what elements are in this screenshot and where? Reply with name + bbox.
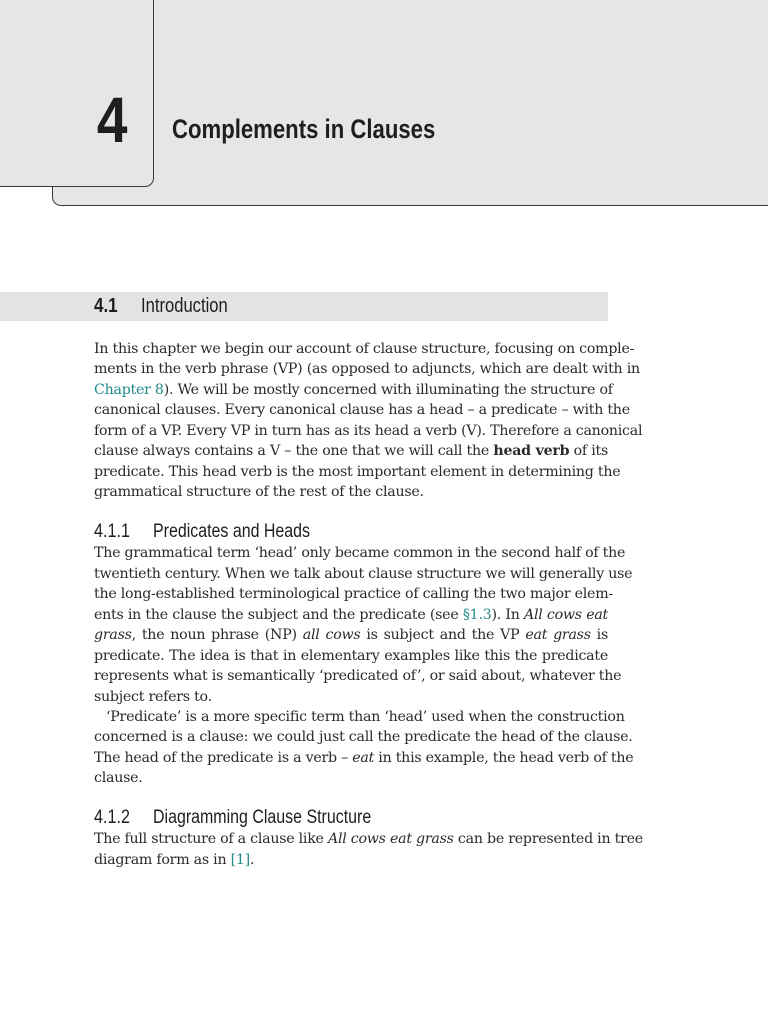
text-line (94, 380, 613, 401)
text-line: subject refers to. (94, 689, 212, 705)
text-span: diagram form as in (94, 852, 231, 868)
subsection-number: 4.1.1 (94, 521, 130, 542)
example-text: grass (94, 627, 132, 643)
example-1-link[interactable]: [1] (230, 852, 250, 868)
text-span: ents in the clause the subject and the predicate (see (94, 607, 463, 623)
section-heading-band (0, 292, 608, 321)
text-line: predicate. This head verb is the most important element in determining the (94, 464, 621, 480)
text-line: The grammatical term ‘head’ only became common in the second half of the (94, 545, 626, 561)
text-line (94, 748, 634, 769)
text-span: ). We will be mostly concerned with illuminating the structure of (163, 382, 613, 398)
example-text: eat (352, 750, 375, 766)
example-text: eat grass (525, 627, 591, 643)
chapter-header-band (52, 0, 768, 206)
chapter-number: 4 (96, 84, 127, 156)
text-line: twentieth century. When we talk about clause structure we will generally use (94, 566, 633, 582)
text-line: grammatical structure of the rest of the clause. (94, 484, 424, 500)
text-line: predicate. The idea is that in elementary examples like this the predicate (94, 648, 608, 664)
text-span: clause always contains a V – the one that we will call the (94, 443, 494, 459)
text-span: of its (569, 443, 608, 459)
text-line: represents what is semantically ‘predicated of’, or said about, whatever the (94, 668, 622, 684)
term-head-verb: head verb (493, 443, 570, 459)
text-line (94, 829, 643, 850)
subsection-number: 4.1.2 (94, 807, 130, 828)
text-line: ‘Predicate’ is a more specific term than ‘head’ used when the construction (106, 709, 625, 725)
section-title: Introduction (141, 295, 228, 317)
text-line: ments in the verb phrase (VP) (as opposed to adjuncts, which are dealt with in (94, 361, 640, 377)
text-line (94, 625, 608, 646)
example-text: all cows (302, 627, 361, 643)
text-span: ). In (491, 607, 524, 623)
section-1-3-link[interactable]: §1.3 (462, 607, 492, 623)
example-text: All cows eat (524, 607, 609, 623)
text-line: the long-established terminological practice of calling the two major elem- (94, 586, 613, 602)
section-number: 4.1 (94, 295, 118, 317)
subsection-title: Diagramming Clause Structure (153, 807, 372, 828)
text-line: concerned is a clause: we could just call the predicate the head of the clause. (94, 729, 633, 745)
text-line: In this chapter we begin our account of clause structure, focusing on comple- (94, 341, 635, 357)
chapter-title: Complements in Clauses (172, 114, 436, 144)
text-span: The full structure of a clause like (94, 831, 328, 847)
text-line: form of a VP. Every VP in turn has as its head a verb (V). Therefore a canonical (94, 423, 643, 439)
text-span: The head of the predicate is a verb – (94, 750, 353, 766)
subsection-title: Predicates and Heads (153, 521, 311, 542)
text-span: . (249, 852, 255, 868)
text-span: is subject and the VP (360, 627, 526, 643)
text-span: in this example, the head verb of the (374, 750, 634, 766)
text-span: , the noun phrase (NP) (131, 627, 303, 643)
text-line (94, 605, 608, 626)
example-text: All cows eat grass (327, 831, 454, 847)
text-line (94, 441, 608, 462)
text-span: can be represented in tree (453, 831, 643, 847)
text-span: is (590, 627, 609, 643)
chapter-8-link[interactable]: Chapter 8 (94, 382, 164, 398)
text-line: clause. (94, 770, 143, 786)
text-line (94, 850, 608, 871)
text-line: canonical clauses. Every canonical clause has a head – a predicate – with the (94, 402, 630, 418)
